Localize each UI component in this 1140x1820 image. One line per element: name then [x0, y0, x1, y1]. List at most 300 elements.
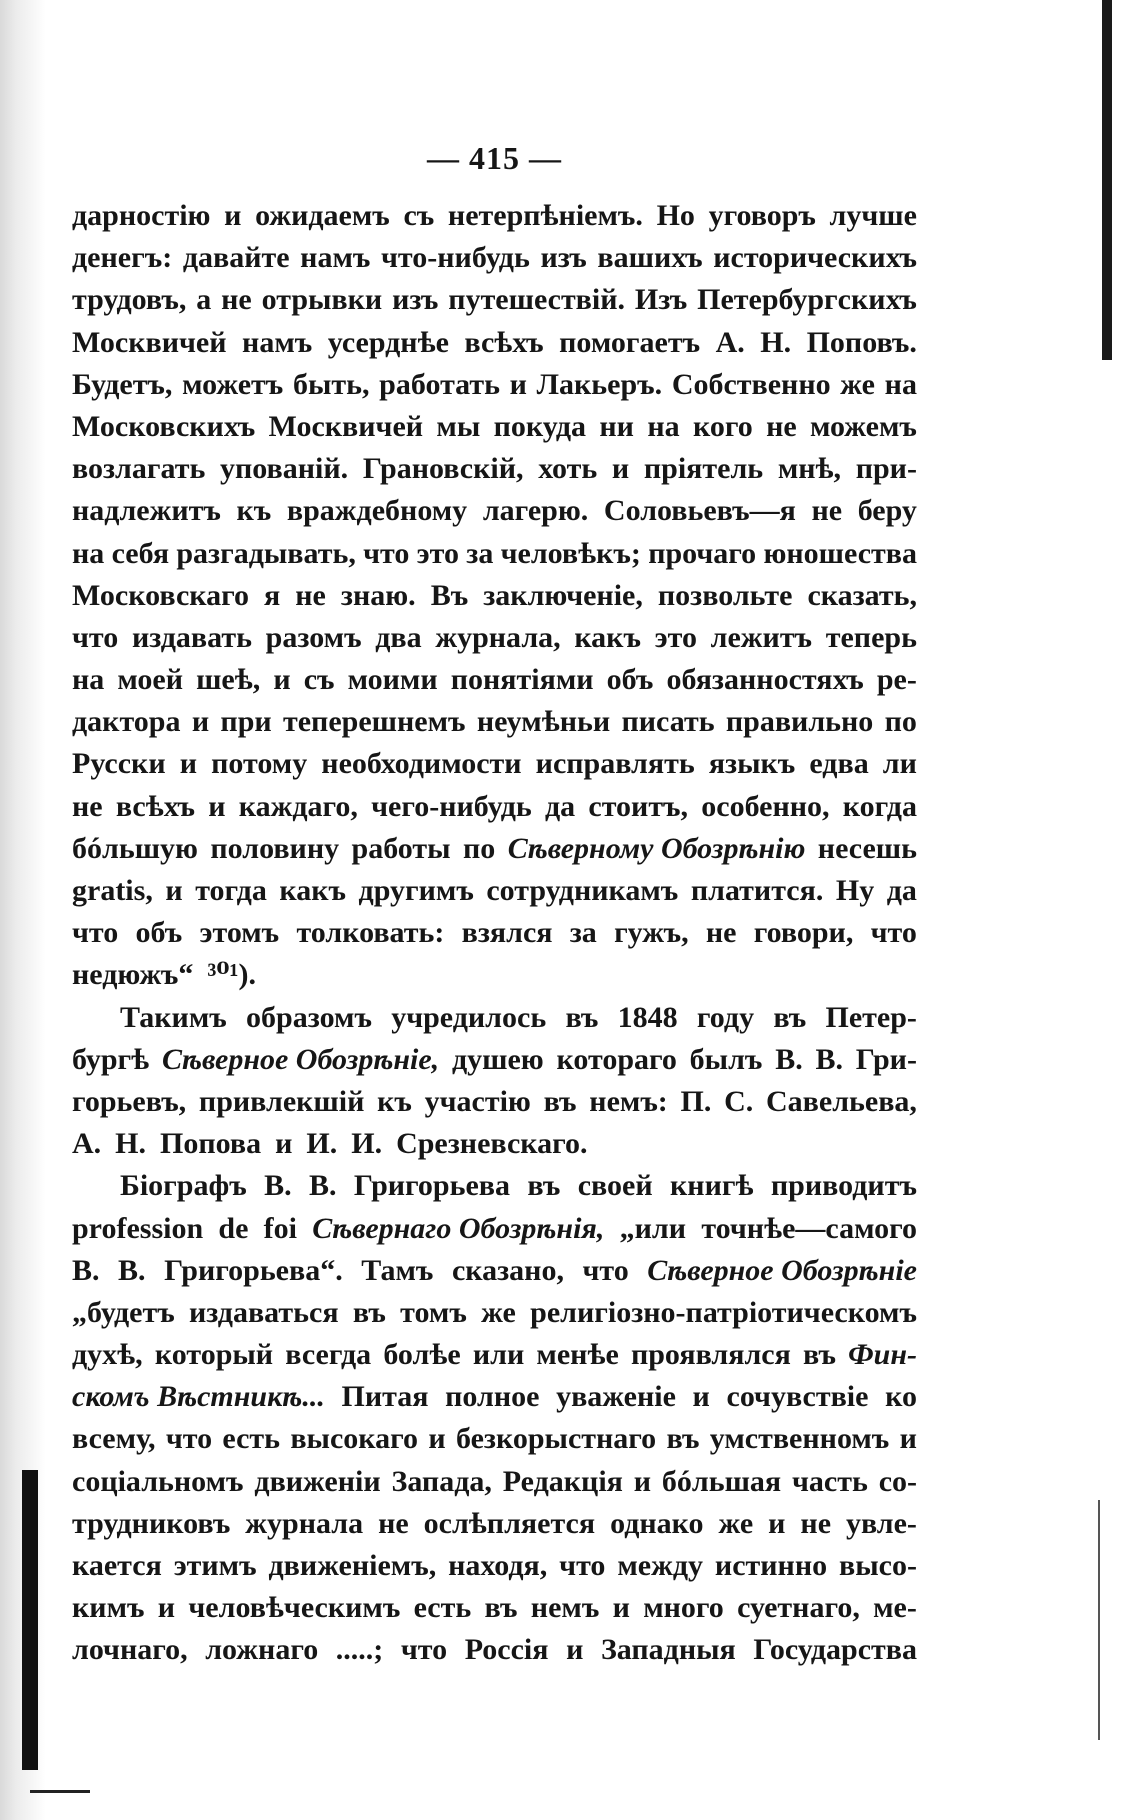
word: Поповъ.: [806, 325, 917, 359]
word: часть: [792, 1464, 868, 1498]
word: Н.: [760, 325, 792, 359]
word: взялся: [461, 916, 553, 950]
text-line: [72, 1376, 917, 1418]
word: заключеніе,: [483, 578, 643, 612]
word: человѣкъ;: [500, 536, 641, 570]
text-line: [72, 448, 917, 490]
word: а: [196, 283, 212, 317]
word: болѣе: [383, 1338, 461, 1372]
word: дарностію: [72, 199, 211, 232]
word: Но: [656, 199, 695, 232]
word: потому: [211, 747, 308, 781]
word: и: [509, 367, 527, 401]
text-line: [72, 1587, 917, 1629]
word: суетнаго,: [737, 1591, 860, 1625]
word: ³⁰¹).: [207, 958, 257, 992]
word: враждебному: [286, 494, 468, 528]
word: немъ: [530, 1591, 600, 1625]
word: не: [378, 1506, 409, 1540]
word: бóльшую: [72, 831, 198, 865]
word: Питая: [341, 1380, 429, 1414]
word: усерднѣе: [327, 325, 449, 359]
word: уговоръ: [708, 199, 816, 232]
word: каждаго,: [238, 789, 358, 823]
word: и: [208, 789, 226, 823]
word: участію: [424, 1084, 531, 1118]
word: точнѣе—самого: [701, 1211, 917, 1245]
word: истинно: [714, 1549, 828, 1582]
word: теперешнемъ: [283, 705, 466, 739]
word: Лакьеръ.: [536, 367, 663, 401]
word: всегда: [285, 1338, 372, 1372]
word: по: [462, 831, 496, 865]
word: лагерю.: [482, 494, 589, 528]
word: за: [466, 536, 494, 570]
word: своей: [577, 1169, 653, 1203]
word: движеніи: [254, 1464, 381, 1498]
word: можетъ: [182, 367, 284, 401]
word: себя: [111, 536, 170, 570]
word: В.: [72, 1253, 100, 1287]
word: это: [416, 536, 459, 570]
word: бóльшая: [661, 1464, 782, 1498]
word: всему,: [72, 1422, 156, 1456]
word: понятіями: [450, 663, 594, 697]
text-line: [72, 1418, 917, 1460]
word: году: [696, 1000, 755, 1034]
scan-edge-right: [1102, 0, 1112, 360]
word: что: [165, 1422, 213, 1456]
word: да: [544, 789, 576, 823]
word: надлежитъ: [72, 494, 221, 528]
word: ни: [599, 409, 634, 443]
word: по: [884, 705, 917, 739]
text-line: [72, 659, 917, 701]
word: несешь: [817, 831, 917, 865]
word: увле-: [845, 1506, 917, 1540]
word: платится.: [690, 874, 824, 907]
word: ре-: [876, 663, 917, 697]
word: едва: [809, 747, 869, 781]
scan-corner-mark: [30, 1790, 90, 1793]
word: журнала: [245, 1506, 364, 1540]
text-line: [72, 912, 917, 954]
word: И.: [351, 1127, 383, 1161]
word: Сѣверное Обозрѣніе: [647, 1253, 917, 1287]
word: два: [375, 620, 422, 654]
word: при: [220, 705, 272, 739]
word: Собственно: [671, 367, 831, 401]
word: дактора: [72, 705, 181, 739]
word: недюжъ“: [72, 958, 194, 992]
word: мы: [436, 409, 481, 443]
word: въ: [527, 1169, 561, 1203]
word: въ: [803, 1338, 836, 1372]
word: и: [692, 1380, 710, 1414]
word: образомъ: [246, 1000, 372, 1034]
word: „будетъ: [72, 1295, 175, 1329]
word: и: [612, 1591, 630, 1625]
word: упованій.: [220, 452, 349, 486]
word: Попова: [160, 1127, 262, 1161]
word: который: [154, 1338, 274, 1372]
word: и: [224, 199, 242, 232]
word: и: [275, 1127, 293, 1161]
word: В.: [264, 1169, 292, 1203]
word: сочувствіе: [726, 1380, 869, 1414]
text-line: [72, 997, 917, 1039]
word: на: [72, 536, 105, 570]
word: соціальномъ: [72, 1464, 244, 1498]
word: толковать:: [296, 916, 445, 950]
word: Сѣвернаго Обозрѣнія,: [312, 1211, 605, 1245]
text-line: [72, 1292, 917, 1334]
word: намъ: [242, 325, 313, 359]
word: лочнаго,: [72, 1633, 188, 1667]
word: горьевъ,: [72, 1084, 187, 1118]
word: духѣ,: [72, 1338, 143, 1372]
text-line: [72, 954, 917, 996]
word: П.: [680, 1084, 712, 1118]
word: Петербургскихъ: [697, 283, 917, 317]
word: учредилось: [391, 1000, 547, 1034]
word: этимъ: [173, 1549, 257, 1582]
word: de: [218, 1211, 249, 1245]
word: трудовъ,: [72, 283, 187, 317]
word: съ: [303, 663, 335, 697]
text-line: [72, 406, 917, 448]
word: гужъ,: [614, 916, 689, 950]
word: не: [766, 409, 797, 443]
word: А.: [715, 325, 745, 359]
text-line: [72, 870, 917, 912]
word: немъ:: [589, 1084, 668, 1118]
word: Тамъ: [361, 1253, 434, 1287]
word: Россія: [464, 1633, 549, 1667]
word: шеѣ,: [196, 663, 261, 697]
word: что: [72, 916, 119, 950]
word: Москвичей: [268, 409, 424, 443]
word: мнѣ,: [777, 452, 842, 486]
word: Біографъ: [120, 1169, 247, 1203]
word: книгѣ: [670, 1169, 754, 1203]
word: Западныя: [600, 1633, 736, 1667]
word: необходимости: [321, 747, 522, 781]
word: теперь: [825, 620, 917, 654]
word: исправлять: [535, 747, 695, 781]
word: и: [179, 747, 197, 781]
word: что: [559, 1549, 606, 1582]
scan-edge-left: [0, 0, 46, 1820]
word: что: [582, 1253, 629, 1287]
word: высокаго: [290, 1422, 419, 1456]
word: работать: [379, 367, 500, 401]
word: говори,: [753, 916, 854, 950]
word: приводитъ: [770, 1169, 917, 1203]
word: правильно: [725, 705, 874, 739]
word: журнала,: [435, 620, 561, 654]
word: много: [643, 1591, 724, 1625]
word: и: [273, 663, 291, 697]
word: позвольте: [657, 578, 793, 612]
word: какъ: [279, 874, 346, 907]
word: В.: [775, 1042, 803, 1076]
word: за: [569, 916, 597, 950]
word: и: [428, 1422, 446, 1456]
word: въ: [666, 1422, 700, 1456]
word: и: [566, 1633, 584, 1667]
word: Такимъ: [120, 1000, 227, 1034]
word: и: [165, 874, 183, 907]
word: быть,: [292, 367, 370, 401]
word: лежитъ: [710, 620, 813, 654]
word: религіозно-патріотическомъ: [530, 1295, 917, 1329]
word: сказано,: [451, 1253, 564, 1287]
word: писать: [621, 705, 715, 739]
word: А.: [72, 1127, 102, 1161]
word: же: [718, 1506, 754, 1540]
word: не: [72, 789, 103, 823]
word: profession: [72, 1211, 204, 1245]
word: котораго: [556, 1042, 677, 1076]
word: половину: [210, 831, 340, 865]
word: Сѣверное Обозрѣніе,: [161, 1042, 440, 1076]
word: языкъ: [708, 747, 796, 781]
word: безкорыстнаго: [455, 1422, 657, 1456]
word: другимъ: [358, 874, 474, 907]
scan-edge-right-line: [1098, 1500, 1100, 1740]
word: foi: [263, 1211, 297, 1245]
word: Фин-: [848, 1338, 917, 1372]
text-line: [72, 1250, 917, 1292]
word: В.: [118, 1253, 146, 1287]
text-line: [72, 575, 917, 617]
text-line: [72, 617, 917, 659]
text-line: [72, 701, 917, 743]
word: Редакція: [502, 1464, 623, 1498]
word: объ: [135, 916, 183, 950]
word: же: [481, 1295, 516, 1329]
word: разомъ: [265, 620, 362, 654]
word: въ: [565, 1000, 599, 1034]
word: В.: [309, 1169, 337, 1203]
word: издаваться: [189, 1295, 339, 1329]
text-line: [72, 828, 917, 870]
word: Сѣверному Обозрѣнію: [507, 831, 806, 865]
word: что: [363, 536, 410, 570]
word: путешествій.: [448, 283, 625, 317]
word: проявлялся: [630, 1338, 791, 1372]
word: трудниковъ: [72, 1506, 231, 1540]
word: всѣхъ: [464, 325, 544, 359]
word: или: [472, 1338, 525, 1372]
word: Гри-: [855, 1042, 917, 1076]
word: .....;: [335, 1633, 384, 1667]
word: томъ: [400, 1295, 467, 1329]
word: лучше: [829, 199, 917, 232]
word: душею: [451, 1042, 544, 1076]
word: не: [295, 578, 326, 612]
word: ли: [882, 747, 917, 781]
word: есть: [222, 1422, 281, 1456]
word: Соловьевъ—я: [603, 494, 796, 528]
word: Запада,: [391, 1464, 492, 1498]
word: къ: [377, 1084, 412, 1118]
word: Срезневскаго.: [396, 1127, 588, 1161]
text-line: [72, 786, 917, 828]
word: Ну: [835, 874, 875, 907]
word: знаю.: [340, 578, 416, 612]
word: на: [72, 663, 105, 697]
word: что: [72, 620, 119, 654]
word: уваженіе: [556, 1380, 676, 1414]
word: моими: [347, 663, 438, 697]
word: кается: [72, 1549, 162, 1582]
word: не: [221, 283, 252, 317]
word: полное: [445, 1380, 540, 1414]
text-line: [72, 364, 917, 406]
word: скомъ Вѣстникѣ...: [72, 1380, 325, 1414]
word: обязанностяхъ: [666, 663, 864, 697]
word: былъ: [689, 1042, 763, 1076]
word: съ: [403, 199, 435, 232]
word: и: [611, 452, 630, 486]
word: въ: [352, 1295, 386, 1329]
text-line: [72, 743, 917, 785]
word: И.: [306, 1127, 338, 1161]
word: что: [870, 916, 917, 950]
word: что: [400, 1633, 448, 1667]
text-line: [72, 237, 917, 279]
word: Изъ: [634, 283, 688, 317]
word: 1848: [617, 1000, 678, 1034]
word: моей: [117, 663, 184, 697]
word: стоитъ,: [588, 789, 689, 823]
text-line: [72, 195, 917, 237]
word: Русски: [72, 747, 166, 781]
word: на: [884, 367, 917, 401]
word: сотрудникамъ: [486, 874, 679, 907]
word: ослѣпляется: [423, 1506, 596, 1540]
word: объ: [606, 663, 654, 697]
word: вашихъ: [597, 241, 703, 275]
word: въ: [773, 1000, 807, 1034]
text-line: [72, 490, 917, 532]
word: Государства: [753, 1633, 917, 1667]
word: менѣе: [536, 1338, 619, 1372]
word: Петер-: [825, 1000, 917, 1034]
scan-binding-shadow: [22, 1470, 38, 1770]
word: есть: [413, 1591, 472, 1625]
word: сказать,: [807, 578, 917, 612]
word: этомъ: [199, 916, 280, 950]
text-line: [72, 1123, 917, 1165]
word: Григорьева“.: [164, 1253, 343, 1287]
word: не: [800, 1506, 832, 1540]
word: ложнаго: [205, 1633, 319, 1667]
word: ме-: [873, 1591, 917, 1625]
text-line: [72, 1461, 917, 1503]
word: неумѣньи: [476, 705, 611, 739]
page-number: — 415 —: [427, 140, 562, 176]
word: и: [633, 1464, 652, 1498]
word: изъ: [540, 241, 587, 275]
word: какъ: [574, 620, 641, 654]
text-line: [72, 1208, 917, 1250]
word: издавать: [131, 620, 252, 654]
word: тогда: [195, 874, 267, 907]
word: и: [157, 1591, 176, 1625]
word: не: [811, 494, 843, 528]
word: беру: [857, 494, 917, 528]
text-line: [72, 1039, 917, 1081]
word: gratis,: [72, 874, 153, 907]
text-line: [72, 1629, 917, 1671]
word: между: [617, 1549, 704, 1582]
word: прочаго: [648, 536, 757, 570]
text-line: [72, 279, 917, 321]
word: С.: [724, 1084, 754, 1118]
word: при-: [855, 452, 917, 486]
word: Московскихъ: [72, 409, 256, 443]
word: Московскаго: [72, 578, 249, 612]
word: разгадывать,: [176, 536, 356, 570]
text-line: [72, 1503, 917, 1545]
word: на: [647, 409, 680, 443]
word: возлагать: [72, 452, 206, 486]
word: когда: [842, 789, 917, 823]
word: высо-: [839, 1549, 917, 1582]
word: что-нибудь: [381, 241, 530, 275]
word: къ: [236, 494, 272, 528]
word: денегъ:: [72, 241, 173, 275]
word: кимъ: [72, 1591, 145, 1625]
word: Москвичей: [72, 325, 227, 359]
word: и: [191, 705, 210, 739]
word: всѣхъ: [115, 789, 196, 823]
word: привлекшій: [198, 1084, 365, 1118]
word: однако: [610, 1506, 704, 1540]
word: можемъ: [810, 409, 917, 443]
document-page: [72, 140, 917, 1672]
text-line: [72, 1545, 917, 1587]
word: находя,: [448, 1549, 548, 1582]
word: пріятель: [643, 452, 764, 486]
text-line: [72, 533, 917, 575]
word: ко: [885, 1380, 917, 1414]
word: Грановскій,: [362, 452, 524, 486]
word: „или: [619, 1211, 687, 1245]
word: Савельева,: [766, 1084, 917, 1118]
word: помогаетъ: [559, 325, 701, 359]
word: Будетъ,: [72, 367, 173, 401]
word: въ: [543, 1084, 577, 1118]
word: Григорьева: [353, 1169, 510, 1203]
word: это: [654, 620, 697, 654]
word: изъ: [392, 283, 439, 317]
word: хоть: [538, 452, 598, 486]
word: не: [705, 916, 737, 950]
word: и: [768, 1506, 786, 1540]
word: ожидаемъ: [255, 199, 390, 232]
text-line: [72, 1081, 917, 1123]
word: человѣческимъ: [188, 1591, 401, 1625]
word: отрывки: [261, 283, 383, 317]
word: и: [899, 1422, 917, 1456]
word: работы: [351, 831, 451, 865]
word: да: [886, 874, 917, 907]
word: Н.: [115, 1127, 147, 1161]
